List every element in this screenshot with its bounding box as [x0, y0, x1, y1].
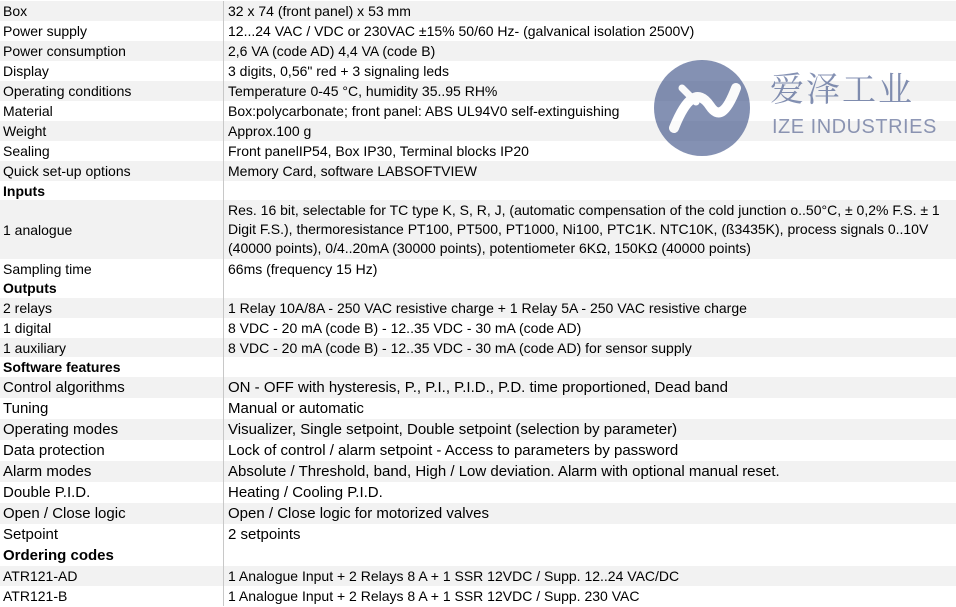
spec-value: Manual or automatic: [223, 398, 956, 419]
spec-label: Control algorithms: [3, 379, 125, 396]
spec-label: Power supply: [3, 23, 88, 39]
spec-value: 1 Relay 10A/8A - 250 VAC resistive charge + 1 Relay 5A - 250 VAC resistive charge: [223, 298, 956, 318]
section-header-row: [0, 357, 956, 377]
section-header-row: [0, 278, 956, 298]
section-title: Inputs: [3, 182, 45, 199]
spec-value: Lock of control / alarm setpoint - Access to parameters by password: [223, 440, 956, 461]
spec-row: [0, 259, 956, 278]
spec-label: Alarm modes: [3, 463, 92, 480]
watermark-cn-text: 爱泽工业: [770, 70, 914, 110]
spec-value: Heating / Cooling P.I.D.: [223, 482, 956, 503]
spec-row: [0, 121, 956, 141]
spec-label: 1 analogue: [3, 221, 73, 238]
section-title: Ordering codes: [3, 547, 114, 564]
spec-label: ATR121-AD: [3, 568, 78, 584]
spec-value: 12...24 VAC / VDC or 230VAC ±15% 50/60 Hz- (galvanical isolation 2500V): [223, 21, 956, 41]
spec-row: [0, 61, 956, 81]
spec-label: ATR121-B: [3, 588, 68, 604]
spec-value: 3 digits, 0,56" red + 3 signaling leds: [223, 61, 956, 81]
spec-value: Approx.100 g: [223, 121, 956, 141]
spec-value: 1 Analogue Input + 2 Relays 8 A + 1 SSR 12VDC / Supp. 230 VAC: [223, 586, 956, 606]
spec-row: [0, 41, 956, 61]
spec-row: [0, 566, 956, 586]
spec-value: 8 VDC - 20 mA (code B) - 12..35 VDC - 30 mA (code AD): [223, 318, 956, 338]
spec-value: 1 Analogue Input + 2 Relays 8 A + 1 SSR 12VDC / Supp. 12..24 VAC/DC: [223, 566, 956, 586]
spec-label: 1 auxiliary: [3, 339, 67, 356]
spec-row: [0, 338, 956, 357]
spec-row: [0, 101, 956, 121]
spec-value: [223, 278, 956, 298]
spec-row: [0, 81, 956, 101]
spec-row: [0, 419, 956, 440]
spec-row: [0, 440, 956, 461]
spec-label: Operating modes: [3, 421, 119, 438]
spec-row: [0, 161, 956, 181]
spec-value: ON - OFF with hysteresis, P., P.I., P.I.D., P.D. time proportioned, Dead band: [223, 377, 956, 398]
spec-value: [223, 181, 956, 200]
spec-row: [0, 524, 956, 545]
spec-row: [0, 21, 956, 41]
spec-row: [0, 503, 956, 524]
spec-label: 2 relays: [3, 300, 53, 316]
section-header-row: [0, 545, 956, 566]
spec-label: Power consumption: [3, 43, 126, 59]
spec-value: 32 x 74 (front panel) x 53 mm: [223, 1, 956, 21]
spec-label: 1 digital: [3, 320, 52, 336]
spec-value: Box:polycarbonate; front panel: ABS UL94V0 self-extinguishing: [223, 101, 956, 121]
spec-value: 2 setpoints: [223, 524, 956, 545]
spec-label: Data protection: [3, 442, 105, 459]
spec-row: [0, 461, 956, 482]
spec-value: 2,6 VA (code AD) 4,4 VA (code B): [223, 41, 956, 61]
spec-value: Temperature 0-45 °C, humidity 35..95 RH%: [223, 81, 956, 101]
spec-label: Setpoint: [3, 526, 59, 543]
spec-row: [0, 482, 956, 503]
spec-row: [0, 586, 956, 606]
spec-label: Box: [3, 3, 28, 19]
spec-value: 8 VDC - 20 mA (code B) - 12..35 VDC - 30 mA (code AD) for sensor supply: [223, 338, 956, 357]
spec-label: Tuning: [3, 400, 49, 417]
section-header-row: [0, 181, 956, 200]
spec-row: [0, 398, 956, 419]
spec-row: [0, 377, 956, 398]
spec-label: Material: [3, 103, 53, 119]
spec-row: [0, 318, 956, 338]
spec-value: Open / Close logic for motorized valves: [223, 503, 956, 524]
spec-value: Res. 16 bit, selectable for TC type K, S, R, J, (automatic compensation of the cold junction o..50°C, ± 0,2% F.S. ± 1 Digit F.S.), thermoresistance PT100, PT500, PT1000, Ni100, PTC1K. NTC10K, (ß3435K), process signals 0..10V (40000 points), 0/4..20mA (30000 points), potentiometer 6KΩ, 150KΩ (40000 points): [223, 200, 956, 259]
spec-label: Operating conditions: [3, 83, 132, 99]
spec-row: [0, 200, 956, 259]
spec-label: Sampling time: [3, 260, 92, 277]
spec-label: Double P.I.D.: [3, 484, 91, 501]
spec-value: [223, 357, 956, 377]
spec-label: Display: [3, 63, 49, 79]
spec-value: Absolute / Threshold, band, High / Low deviation. Alarm with optional manual reset.: [223, 461, 956, 482]
spec-value: Front panelIP54, Box IP30, Terminal blocks IP20: [223, 141, 956, 161]
spec-label: Open / Close logic: [3, 505, 126, 522]
spec-row: [0, 1, 956, 21]
spec-value: Memory Card, software LABSOFTVIEW: [223, 161, 956, 181]
spec-label: Sealing: [3, 143, 50, 159]
spec-label: Quick set-up options: [3, 163, 131, 179]
spec-value: Visualizer, Single setpoint, Double setpoint (selection by parameter): [223, 419, 956, 440]
section-title: Outputs: [3, 280, 57, 296]
section-title: Software features: [3, 359, 121, 375]
spec-row: [0, 298, 956, 318]
spec-value: 66ms (frequency 15 Hz): [223, 259, 956, 278]
watermark-en-text: IZE INDUSTRIES: [772, 116, 937, 138]
spec-row: [0, 141, 956, 161]
spec-value: [223, 545, 956, 566]
spec-label: Weight: [3, 123, 47, 139]
